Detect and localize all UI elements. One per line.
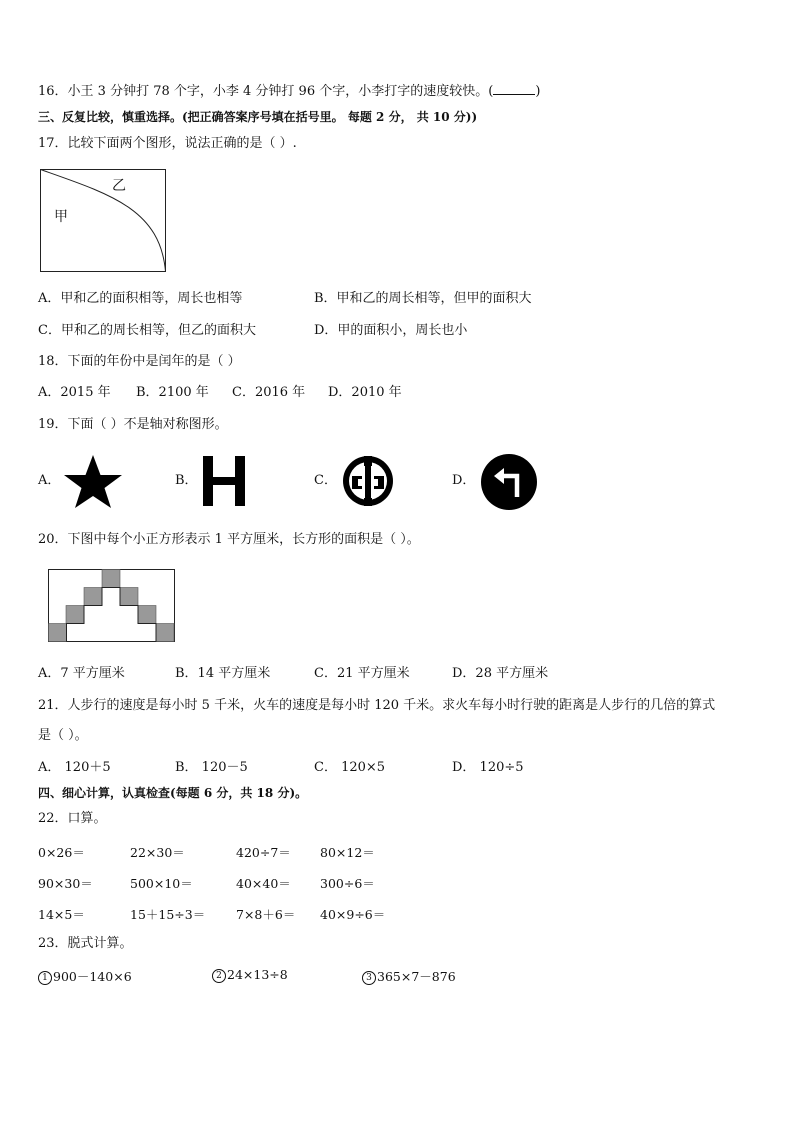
question-16-text: 16．小王 3 分钟打 78 个字，小李 4 分钟打 96 个字，小李打字的速度较快。( bbox=[38, 84, 494, 99]
calc-item: 7×8＋6＝ bbox=[236, 907, 296, 922]
q20-option-b[interactable]: B．14 平方厘米 bbox=[175, 666, 271, 681]
calc-item: 80×12＝ bbox=[320, 845, 375, 860]
bank-logo-icon bbox=[341, 454, 395, 508]
q18-option-a[interactable]: A．2015 年 bbox=[38, 385, 111, 400]
letter-h-icon bbox=[202, 455, 246, 507]
question-16-close: ) bbox=[535, 84, 541, 99]
grid-rectangle-figure bbox=[48, 569, 176, 643]
expression-text: 900－140×6 bbox=[53, 969, 132, 984]
q20-option-c[interactable]: C．21 平方厘米 bbox=[314, 666, 410, 681]
question-17-stem: 17．比较下面两个图形，说法正确的是（ ）. bbox=[38, 136, 297, 151]
q21-option-c[interactable]: C． 120×5 bbox=[314, 760, 386, 775]
expression-item bbox=[362, 967, 456, 985]
q18-option-c[interactable]: C．2016 年 bbox=[232, 385, 306, 400]
question-23-stem: 23．脱式计算。 bbox=[38, 936, 133, 951]
expression-text: 365×7－876 bbox=[377, 969, 456, 984]
calc-item: 14×5＝ bbox=[38, 907, 85, 922]
curve-rectangle-figure bbox=[40, 169, 168, 274]
question-19-stem: 19．下面（ ）不是轴对称图形。 bbox=[38, 417, 228, 432]
circled-number: 3 bbox=[362, 971, 376, 985]
q20-option-d[interactable]: D．28 平方厘米 bbox=[452, 666, 549, 681]
question-22-stem: 22．口算。 bbox=[38, 811, 107, 826]
q20-option-a[interactable]: A．7 平方厘米 bbox=[38, 666, 125, 681]
turn-left-sign-icon bbox=[480, 453, 538, 511]
q18-option-d[interactable]: D．2010 年 bbox=[328, 385, 402, 400]
calc-item: 40×40＝ bbox=[236, 876, 291, 891]
label-yi: 乙 bbox=[112, 178, 126, 194]
question-16 bbox=[38, 82, 540, 101]
q19-option-d[interactable]: D． bbox=[452, 473, 476, 488]
q17-option-b[interactable]: B．甲和乙的周长相等，但甲的面积大 bbox=[314, 291, 532, 306]
q21-option-b[interactable]: B． 120－5 bbox=[175, 760, 248, 775]
q19-option-c[interactable]: C． bbox=[314, 473, 337, 488]
q19-option-b[interactable]: B． bbox=[175, 473, 198, 488]
q21-option-d[interactable]: D． 120÷5 bbox=[452, 760, 524, 775]
q17-option-a[interactable]: A．甲和乙的面积相等，周长也相等 bbox=[38, 291, 243, 306]
label-jia: 甲 bbox=[54, 209, 68, 225]
q18-option-b[interactable]: B．2100 年 bbox=[136, 385, 209, 400]
section-4-title: 四、细心计算，认真检查(每题 6 分，共 18 分)。 bbox=[38, 786, 308, 800]
question-20-stem: 20．下图中每个小正方形表示 1 平方厘米，长方形的面积是（ ）。 bbox=[38, 532, 420, 547]
question-18-stem: 18．下面的年份中是闰年的是（ ） bbox=[38, 354, 241, 369]
circled-number: 1 bbox=[38, 971, 52, 985]
q17-option-d[interactable]: D．甲的面积小，周长也小 bbox=[314, 323, 468, 338]
calc-item: 500×10＝ bbox=[130, 876, 193, 891]
answer-blank[interactable] bbox=[493, 82, 535, 95]
calc-item: 15＋15÷3＝ bbox=[130, 907, 206, 922]
q19-option-a[interactable]: A． bbox=[38, 473, 61, 488]
calc-item: 22×30＝ bbox=[130, 845, 185, 860]
question-21-stem-line1: 21．人步行的速度是每小时 5 千米，火车的速度是每小时 120 千米。求火车每小时行驶的距离是人步行的几倍的算式 bbox=[38, 698, 716, 713]
circled-number: 2 bbox=[212, 969, 226, 983]
section-3-title: 三、反复比较，慎重选择。(把正确答案序号填在括号里。 每题 2 分， 共 10 分)) bbox=[38, 110, 478, 124]
calc-item: 300÷6＝ bbox=[320, 876, 375, 891]
q17-option-c[interactable]: C．甲和乙的周长相等，但乙的面积大 bbox=[38, 323, 256, 338]
calc-item: 420÷7＝ bbox=[236, 845, 291, 860]
expression-text: 24×13÷8 bbox=[227, 967, 288, 982]
calc-item: 90×30＝ bbox=[38, 876, 93, 891]
q21-option-a[interactable]: A． 120＋5 bbox=[38, 760, 111, 775]
expression-item bbox=[212, 967, 288, 983]
star-icon bbox=[62, 453, 124, 509]
calc-item: 0×26＝ bbox=[38, 845, 85, 860]
expression-item bbox=[38, 967, 132, 985]
question-21-stem-line2: 是（ ）。 bbox=[38, 728, 88, 743]
calc-item: 40×9÷6＝ bbox=[320, 907, 386, 922]
